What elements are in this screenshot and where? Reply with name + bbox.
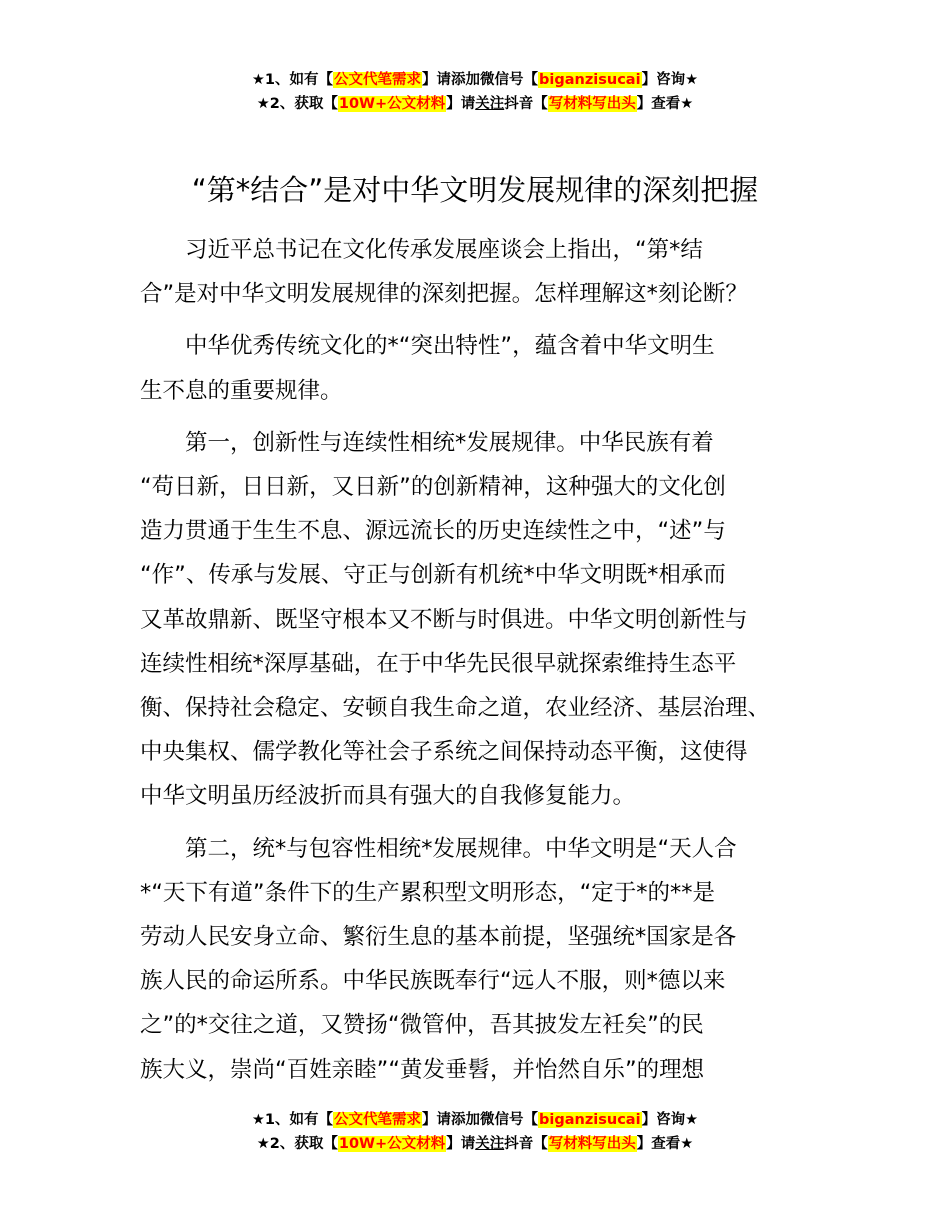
highlight-ghostwriting: 公文代笔需求: [334, 72, 422, 88]
highlight-materials: 10W+公文材料: [338, 1136, 446, 1152]
text-line: 连续性相统*深厚基础，在于中华先民很早就探索维持生态平: [140, 650, 737, 677]
text-line: 第一，创新性与连续性相统*发展规律。中华民族有着: [185, 429, 714, 456]
banner-text: 抖音【: [504, 96, 548, 112]
banner-line-1: [0, 68, 950, 92]
banner-line-2: [0, 1132, 950, 1156]
banner-text: 】咨询★: [641, 1112, 699, 1128]
banner-text: 】咨询★: [641, 72, 699, 88]
text-line: 中华文明虽历经波折而具有强大的自我修复能力。: [140, 783, 636, 810]
footer-banner: [0, 1108, 950, 1156]
banner-text: 】查看★: [636, 1136, 694, 1152]
banner-text: 】请: [446, 96, 476, 112]
paragraph-4: [140, 827, 830, 1092]
document-body: [140, 228, 830, 1100]
text-line: “苟日新，日日新，又日新”的创新精神，这种强大的文化创: [140, 474, 726, 501]
highlight-wechat-id: biganzisucai: [539, 72, 641, 88]
text-line: 之”的*交往之道，又赞扬“微管仲，吾其披发左衽矣”的民: [140, 1012, 704, 1039]
paragraph-3: [140, 421, 830, 819]
underlined-follow: 关注: [475, 96, 505, 112]
banner-text: 】请添加微信号【: [422, 72, 539, 88]
banner-line-2: [0, 92, 950, 116]
highlight-ghostwriting: 公文代笔需求: [334, 1112, 422, 1128]
banner-text: 】请添加微信号【: [422, 1112, 539, 1128]
highlight-douyin-account: 写材料写出头: [548, 1136, 636, 1152]
text-line: 族大义，崇尚“百姓亲睦”“黄发垂髫，并怡然自乐”的理想: [140, 1056, 705, 1083]
text-line: *“天下有道”条件下的生产累积型文明形态，“定于*的**是: [140, 879, 715, 906]
paragraph-2: [140, 324, 830, 412]
text-line: 习近平总书记在文化传承发展座谈会上指出，“第*结: [185, 237, 703, 263]
banner-text: 抖音【: [504, 1136, 548, 1152]
banner-line-1: [0, 1108, 950, 1132]
text-line: 劳动人民安身立命、繁衍生息的基本前提，坚强统*国家是各: [140, 924, 737, 951]
text-line: 中央集权、儒学教化等社会子系统之间保持动态平衡，这使得: [140, 739, 748, 766]
text-line: 族人民的命运所系。中华民族既奉行“远人不服，则*德以来: [140, 968, 726, 995]
text-line: “作”、传承与发展、守正与创新有机统*中华文明既*相承而: [140, 562, 726, 589]
highlight-materials: 10W+公文材料: [338, 96, 446, 112]
document-title: “第*结合”是对中华文明发展规律的深刻把握: [191, 173, 759, 207]
text-line: 造力贯通于生生不息、源远流长的历史连续性之中，“述”与: [140, 518, 726, 545]
header-banner: [0, 68, 950, 116]
paragraph-1: [140, 228, 830, 316]
text-line: 中华优秀传统文化的*“突出特性”，蕴含着中华文明生: [185, 333, 715, 360]
banner-text: ★2、获取【: [256, 96, 338, 112]
text-line: 又革故鼎新、既坚守根本又不断与时俱进。中华文明创新性与: [140, 606, 748, 633]
text-line: 第二，统*与包容性相统*发展规律。中华文明是“天人合: [185, 835, 737, 862]
banner-text: 】请: [446, 1136, 476, 1152]
text-line: 生不息的重要规律。: [140, 377, 343, 404]
banner-text: ★1、如有【: [251, 72, 334, 88]
banner-text: ★2、获取【: [256, 1136, 338, 1152]
text-line: 衡、保持社会稳定、安顿自我生命之道，农业经济、基层治理、: [140, 695, 771, 722]
banner-text: ★1、如有【: [251, 1112, 334, 1128]
highlight-douyin-account: 写材料写出头: [548, 96, 636, 112]
banner-text: 】查看★: [636, 96, 694, 112]
highlight-wechat-id: biganzisucai: [539, 1112, 641, 1128]
text-line: 合”是对中华文明发展规律的深刻把握。怎样理解这*刻论断？: [140, 281, 748, 308]
underlined-follow: 关注: [475, 1136, 505, 1152]
